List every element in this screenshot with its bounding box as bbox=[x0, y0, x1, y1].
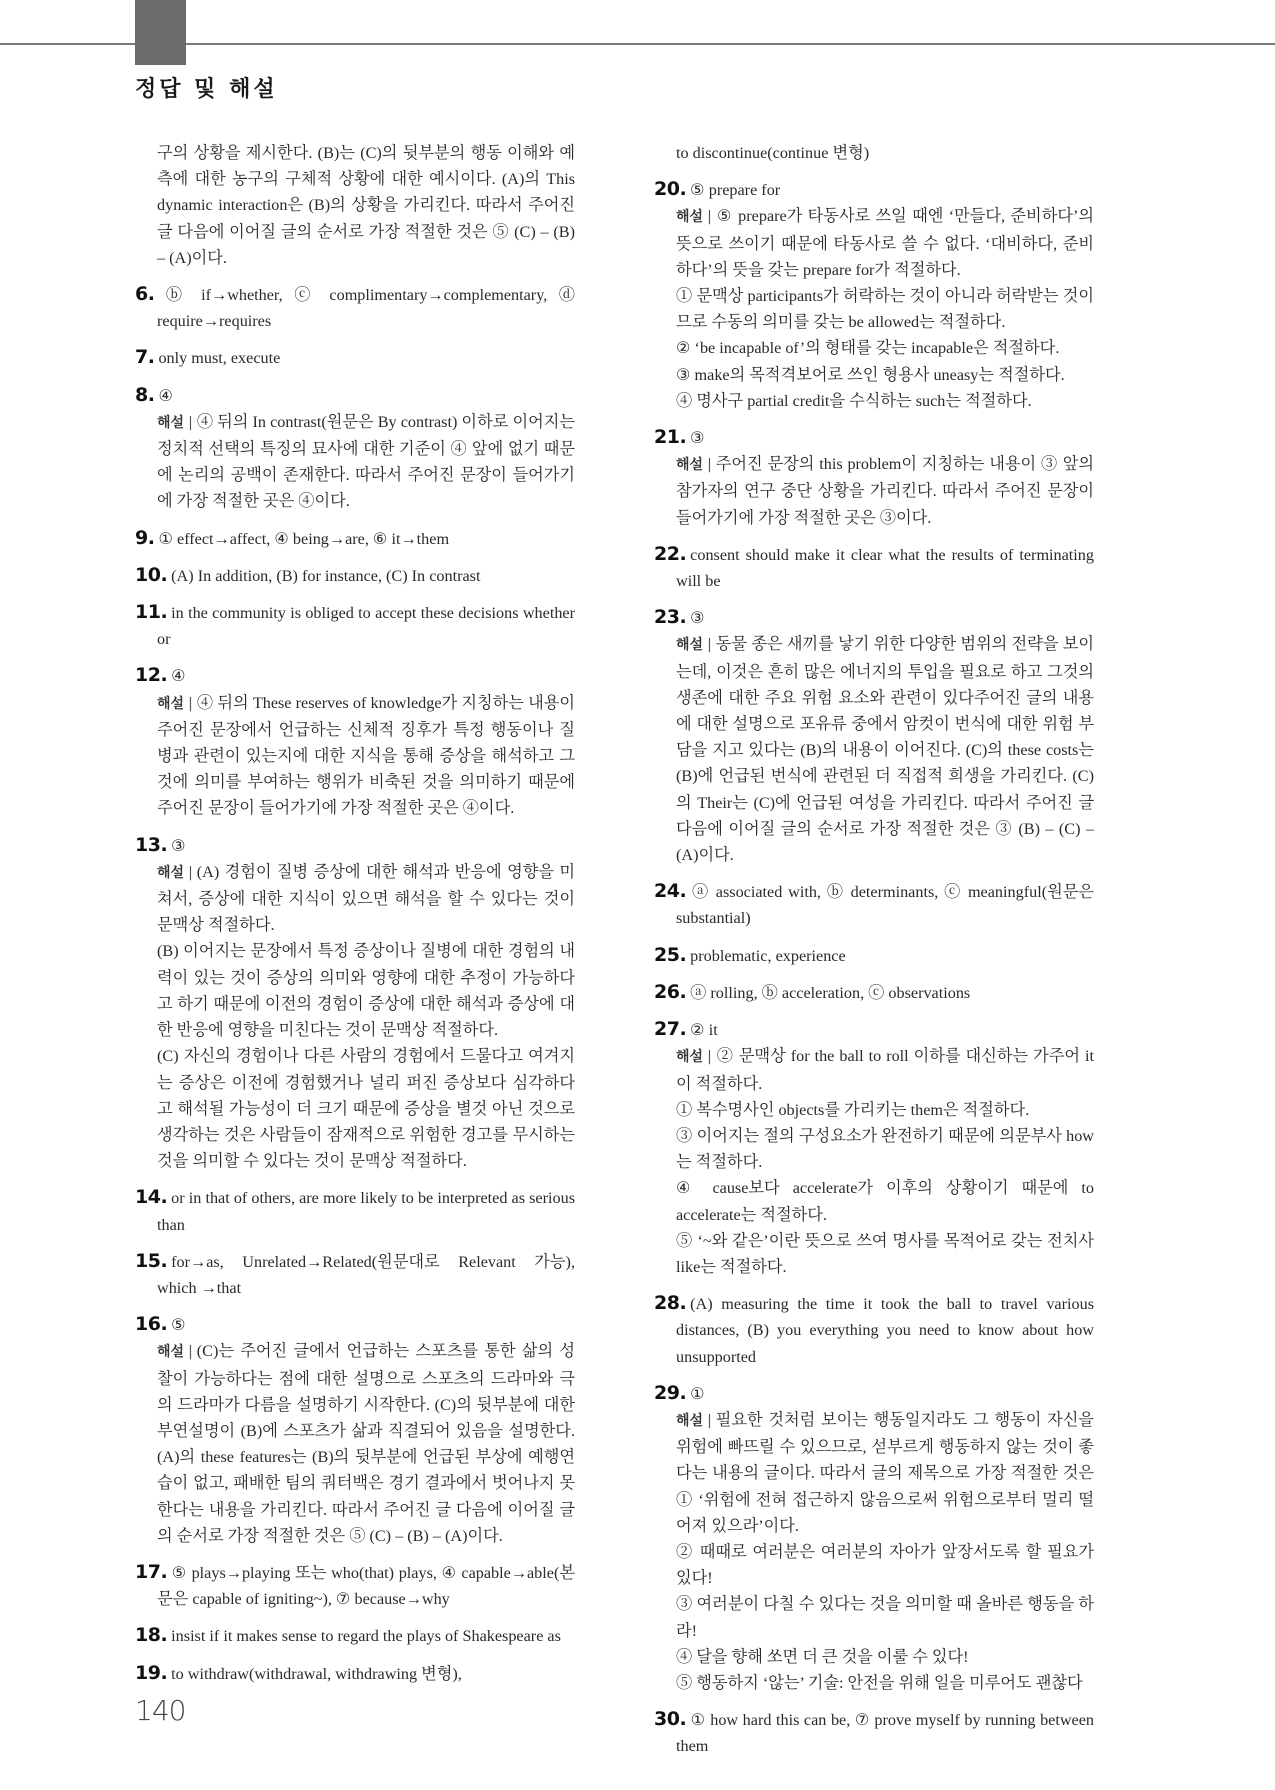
answer-item bbox=[654, 942, 1094, 969]
explanation-paragraph bbox=[654, 1175, 1094, 1227]
explanation-paragraph bbox=[654, 1097, 1094, 1123]
explanation-text: (C) 자신의 경험이나 다른 사람의 경험에서 드물다고 여겨지는 증상은 이전에 경험했거나 널리 퍼진 증상보다 심각하다고 해석될 가능성이 더 크기 때문에 증상을 별것 아닌 것으로 생각하는 것은 사람들이 잠재적으로 위험한 경고를 무시하는 것을 의미할 수 있다는 것이 문맥상 적절하다. bbox=[157, 1047, 575, 1171]
answer-text: consent should make it clear what the results of terminating will be bbox=[676, 545, 1094, 591]
explanation-text: ⑤ 행동하지 ‘않는’ 기술: 안전을 위해 일을 미루어도 괜찮다 bbox=[676, 1673, 1083, 1692]
question-number: 28. bbox=[654, 1292, 687, 1315]
explanation-text: ④ 뒤의 These reserves of knowledge가 지칭하는 내용이 주어진 문장에서 언급하는 신체적 징후가 특정 행동이나 질병과 관련이 있는지에 대한 지식을 통해 증상을 해석하고 그것에 의미를 부여하는 행위가 비축된 것을 의미하기 때문에 주어진 문장이 들어가기에 가장 적절한 곳은 ④이다. bbox=[157, 693, 575, 818]
explanation-text: ① 복수명사인 objects를 가리키는 them은 적절하다. bbox=[676, 1100, 1030, 1119]
answer-text: to withdraw(withdrawal, withdrawing 변형), bbox=[171, 1664, 462, 1683]
question-number: 17. bbox=[135, 1560, 168, 1583]
answer-text: for→as, Unrelated→Related(원문대로 Relevant 가능), which →that bbox=[157, 1252, 575, 1297]
answer-item bbox=[654, 878, 1094, 931]
explanation-text: ③ 여러분이 다칠 수 있다는 것을 의미할 때 올바른 행동을 하라! bbox=[676, 1595, 1094, 1640]
explanation-label: 해설 bbox=[676, 209, 704, 226]
answer-text: insist if it makes sense to regard the plays of Shakespeare as bbox=[171, 1627, 561, 1646]
explanation-paragraph bbox=[135, 859, 575, 939]
question-number: 29. bbox=[654, 1381, 687, 1404]
answer-text: ① bbox=[690, 1384, 705, 1403]
answer-text: ③ bbox=[171, 836, 186, 855]
continuation-text: 구의 상황을 제시한다. (B)는 (C)의 뒷부분의 행동 이해와 예측에 대한 농구의 구체적 상황에 대한 예시이다. (A)의 This dynamic interaction은 (B)의 상황을 가리킨다. 따라서 주어진 글 다음에 이어질 글의 순서로 가장 적절한 것은 ⑤ (C) – (B) – (A)이다. bbox=[157, 144, 575, 267]
answer-text: ⑤ prepare for bbox=[690, 181, 781, 200]
answer-item bbox=[654, 604, 1094, 868]
explanation-paragraph bbox=[654, 362, 1094, 388]
answer-item bbox=[135, 1311, 575, 1549]
explanation-label: 해설 bbox=[676, 637, 704, 654]
question-number: 10. bbox=[135, 563, 168, 586]
explanation-text: ④ 명사구 partial credit을 수식하는 such는 적절하다. bbox=[676, 391, 1032, 410]
explanation-paragraph bbox=[135, 409, 575, 515]
explanation-separator: | bbox=[188, 864, 193, 881]
right-column bbox=[654, 140, 1094, 1770]
question-number: 24. bbox=[654, 880, 687, 903]
answer-item bbox=[135, 1660, 575, 1687]
answer-text: ⓐ associated with, ⓑ determinants, ⓒ meaningful(원문은 substantial) bbox=[676, 883, 1094, 928]
explanation-label: 해설 bbox=[157, 414, 185, 431]
answer-text: ⓑ if→whether, ⓒ complimentary→complementary, ⓓ require→requires bbox=[157, 286, 575, 331]
answer-item bbox=[654, 541, 1094, 594]
question-number: 12. bbox=[135, 664, 168, 687]
answer-list-left bbox=[135, 281, 575, 1687]
explanation-text: ④ cause보다 accelerate가 이후의 상황이기 때문에 to accelerate는 적절하다. bbox=[676, 1179, 1094, 1224]
explanation-text: 필요한 것처럼 보이는 행동일지라도 그 행동이 자신을 위험에 빠뜨릴 수 있으므로, 섣부르게 행동하지 않는 것이 좋다는 내용의 글이다. 따라서 글의 제목으로 가장 적절한 것은 ① ‘위험에 전혀 접근하지 않음으로써 위험으로부터 멀리 떨어져 있으라’이다. bbox=[676, 1410, 1094, 1535]
answer-list-right bbox=[654, 176, 1094, 1759]
answer-text: ③ bbox=[690, 429, 705, 448]
answer-item bbox=[135, 1184, 575, 1237]
question-number: 8. bbox=[135, 383, 155, 406]
explanation-text: ① 문맥상 participants가 허락하는 것이 아니라 허락받는 것이므로 수동의 의미를 갖는 be allowed는 적절하다. bbox=[676, 287, 1094, 332]
question-number: 13. bbox=[135, 833, 168, 856]
explanation-paragraph bbox=[654, 631, 1094, 868]
answer-text: problematic, experience bbox=[690, 946, 846, 965]
question-number: 6. bbox=[135, 283, 155, 306]
explanation-label: 해설 bbox=[157, 864, 185, 881]
explanation-paragraph bbox=[654, 283, 1094, 335]
explanation-text: ⑤ ‘~와 같은’이란 뜻으로 쓰여 명사를 목적어로 갖는 전치사 like는 적절하다. bbox=[676, 1231, 1094, 1276]
answer-text: (A) In addition, (B) for instance, (C) In contrast bbox=[171, 566, 481, 585]
explanation-paragraph bbox=[135, 938, 575, 1043]
question-number: 20. bbox=[654, 178, 687, 201]
answer-item bbox=[135, 344, 575, 371]
question-number: 26. bbox=[654, 980, 687, 1003]
question-number: 18. bbox=[135, 1624, 168, 1647]
explanation-text: ② 문맥상 for the ball to roll 이하를 대신하는 가주어 it이 적절하다. bbox=[676, 1047, 1094, 1093]
explanation-paragraph bbox=[654, 1644, 1094, 1670]
explanation-paragraph bbox=[654, 1539, 1094, 1591]
answer-text: ① how hard this can be, ⑦ prove myself by running between them bbox=[676, 1711, 1094, 1756]
question-number: 23. bbox=[654, 606, 687, 629]
explanation-separator: | bbox=[707, 637, 712, 654]
answer-item bbox=[135, 281, 575, 334]
explanation-separator: | bbox=[188, 695, 193, 712]
answer-item bbox=[135, 382, 575, 515]
answer-item bbox=[654, 1380, 1094, 1696]
explanation-paragraph bbox=[654, 1123, 1094, 1175]
answer-text: ① effect→affect, ④ being→are, ⑥ it→them bbox=[158, 529, 450, 548]
answer-item bbox=[135, 832, 575, 1175]
explanation-paragraph bbox=[654, 335, 1094, 361]
question-number: 25. bbox=[654, 943, 687, 966]
explanation-text: ④ 뒤의 In contrast(원문은 By contrast) 이하로 이어지는 정치적 선택의 특징의 묘사에 대한 기준이 ④ 앞에 없기 때문에 논리의 공백이 존재한다. 따라서 주어진 문장이 들어가기에 가장 적절한 곳은 ④이다. bbox=[157, 412, 575, 511]
explanation-paragraph bbox=[654, 451, 1094, 531]
answer-item bbox=[135, 1248, 575, 1301]
explanation-paragraph bbox=[654, 1043, 1094, 1096]
continuation-text: to discontinue(continue 변형) bbox=[676, 144, 870, 162]
explanation-paragraph bbox=[654, 1670, 1094, 1696]
explanation-separator: | bbox=[707, 209, 712, 226]
answer-text: or in that of others, are more likely to be interpreted as serious than bbox=[157, 1189, 575, 1234]
answer-item bbox=[654, 424, 1094, 531]
explanation-paragraph bbox=[654, 388, 1094, 414]
header-rule bbox=[0, 43, 1275, 45]
question-number: 16. bbox=[135, 1313, 168, 1336]
answer-text: ④ bbox=[158, 386, 173, 405]
answer-text: only must, execute bbox=[158, 349, 281, 368]
left-column bbox=[135, 140, 575, 1697]
explanation-paragraph bbox=[654, 1228, 1094, 1280]
explanation-paragraph bbox=[654, 203, 1094, 283]
explanation-text: ② ‘be incapable of’의 형태를 갖는 incapable은 적절하다. bbox=[676, 339, 1060, 358]
section-tab-marker bbox=[135, 0, 186, 65]
answer-item bbox=[135, 662, 575, 821]
explanation-separator: | bbox=[188, 1344, 193, 1361]
answer-text: in the community is obliged to accept these decisions whether or bbox=[157, 604, 575, 649]
page-number: 140 bbox=[135, 1694, 186, 1727]
question-number: 30. bbox=[654, 1708, 687, 1731]
explanation-text: ③ 이어지는 절의 구성요소가 완전하기 때문에 의문부사 how는 적절하다. bbox=[676, 1126, 1094, 1172]
answer-text: ⑤ plays→playing 또는 who(that) plays, ④ capable→able(본문은 capable of igniting~), ⑦ because→why bbox=[157, 1563, 575, 1609]
explanation-paragraph bbox=[654, 1407, 1094, 1539]
explanation-separator: | bbox=[188, 414, 193, 431]
answer-text: ④ bbox=[171, 667, 186, 686]
question-number: 14. bbox=[135, 1186, 168, 1209]
question-number: 27. bbox=[654, 1018, 687, 1041]
answer-text: ⑤ bbox=[171, 1316, 186, 1335]
question-number: 15. bbox=[135, 1249, 168, 1272]
explanation-text: ③ make의 목적격보어로 쓰인 형용사 uneasy는 적절하다. bbox=[676, 365, 1065, 384]
answer-text: ③ bbox=[690, 609, 705, 628]
explanation-text: ⑤ prepare가 타동사로 쓰일 때엔 ‘만들다, 준비하다’의 뜻으로 쓰이기 때문에 타동사로 쓸 수 없다. ‘대비하다, 준비하다’의 뜻을 갖는 prepare for가 적절하다. bbox=[676, 207, 1094, 279]
question-number: 21. bbox=[654, 426, 687, 449]
explanation-label: 해설 bbox=[676, 1049, 704, 1066]
explanation-paragraph bbox=[135, 1043, 575, 1174]
explanation-text: (C)는 주어진 글에서 언급하는 스포츠를 통한 삶의 성찰이 가능하다는 점에 대한 설명으로 스포츠의 드라마와 극의 드라마가 다름을 설명하기 시작한다. (C)의 뒷부분에 대한 부연설명이 (B)에 스포츠가 삶과 직결되어 있음을 설명한다. (A)의 these features는 (B)의 뒷부분에 언급된 부상에 예행연습이 없고, 패배한 팀의 쿼터백은 경기 결과에서 벗어나지 못한다는 내용을 가리킨다. 따라서 주어진 글 다음에 이어질 글의 순서로 가장 적절한 것은 ⑤ (C) – (B) – (A)이다. bbox=[157, 1342, 575, 1545]
explanation-text: ④ 달을 향해 쏘면 더 큰 것을 이룰 수 있다! bbox=[676, 1647, 969, 1666]
explanation-paragraph bbox=[135, 1338, 575, 1549]
explanation-label: 해설 bbox=[157, 1344, 185, 1361]
answer-item bbox=[654, 1706, 1094, 1759]
question-number: 9. bbox=[135, 526, 155, 549]
answer-item bbox=[135, 525, 575, 552]
section-title: 정답 및 해설 bbox=[135, 77, 278, 102]
answer-item bbox=[654, 979, 1094, 1006]
answer-item bbox=[135, 599, 575, 652]
explanation-separator: | bbox=[707, 457, 712, 474]
explanation-text: (B) 이어지는 문장에서 특정 증상이나 질병에 대한 경험의 내력이 있는 것이 증상의 의미와 영향에 대한 추정이 가능하다고 하기 때문에 이전의 경험이 증상에 대한 해석과 증상에 대한 반응에 영향을 미친다는 것이 문맥상 적절하다. bbox=[157, 942, 575, 1040]
question-number: 7. bbox=[135, 346, 155, 369]
explanation-label: 해설 bbox=[157, 695, 185, 712]
explanation-text: 동물 종은 새끼를 낳기 위한 다양한 범위의 전략을 보이는데, 이것은 흔히 많은 에너지의 투입을 필요로 하고 그것의 생존에 대한 주요 위험 요소와 관련이 있다주어진 글의 내용에 대한 설명으로 포유류 중에서 암컷이 번식에 대한 위험 부담을 지고 있다는 (B)의 내용이 이어진다. (C)의 these costs는 (B)에 언급된 번식에 관련된 더 직접적 희생을 가리킨다. (C)의 Their는 (C)에 언급된 여성을 가리킨다. 따라서 주어진 글 다음에 이어질 글의 순서로 가장 적절한 것은 ③ (B) – (C) – (A)이다. bbox=[676, 635, 1094, 865]
question-number: 11. bbox=[135, 601, 168, 624]
explanation-text: 주어진 문장의 this problem이 지칭하는 내용이 ③ 앞의 참가자의 연구 중단 상황을 가리킨다. 따라서 주어진 문장이 들어가기에 가장 적절한 곳은 ③이다. bbox=[676, 455, 1094, 527]
explanation-text: (A) 경험이 질병 증상에 대한 해석과 반응에 영향을 미쳐서, 증상에 대한 지식이 있으면 해석을 할 수 있다는 것이 문맥상 적절하다. bbox=[157, 862, 575, 935]
explanation-paragraph bbox=[135, 690, 575, 822]
answer-text: ⓐ rolling, ⓑ acceleration, ⓒ observations bbox=[690, 983, 971, 1002]
answer-item bbox=[654, 1290, 1094, 1370]
explanation-label: 해설 bbox=[676, 457, 704, 474]
question-number: 22. bbox=[654, 542, 687, 565]
answer-item bbox=[135, 1622, 575, 1649]
answer-item bbox=[654, 1016, 1094, 1280]
question-number: 19. bbox=[135, 1661, 168, 1684]
explanation-paragraph bbox=[654, 1591, 1094, 1643]
answer-item bbox=[654, 176, 1094, 414]
answer-item bbox=[135, 562, 575, 589]
explanation-separator: | bbox=[707, 1412, 712, 1429]
explanation-label: 해설 bbox=[676, 1412, 704, 1429]
answer-text: (A) measuring the time it took the ball to travel various distances, (B) you everything you need to know about how unsupported bbox=[676, 1295, 1094, 1366]
answer-item bbox=[135, 1559, 575, 1612]
explanation-text: ② 때때로 여러분은 여러분의 자아가 앞장서도록 할 필요가 있다! bbox=[676, 1542, 1094, 1588]
answer-text: ② it bbox=[690, 1021, 718, 1040]
explanation-separator: | bbox=[707, 1049, 712, 1066]
